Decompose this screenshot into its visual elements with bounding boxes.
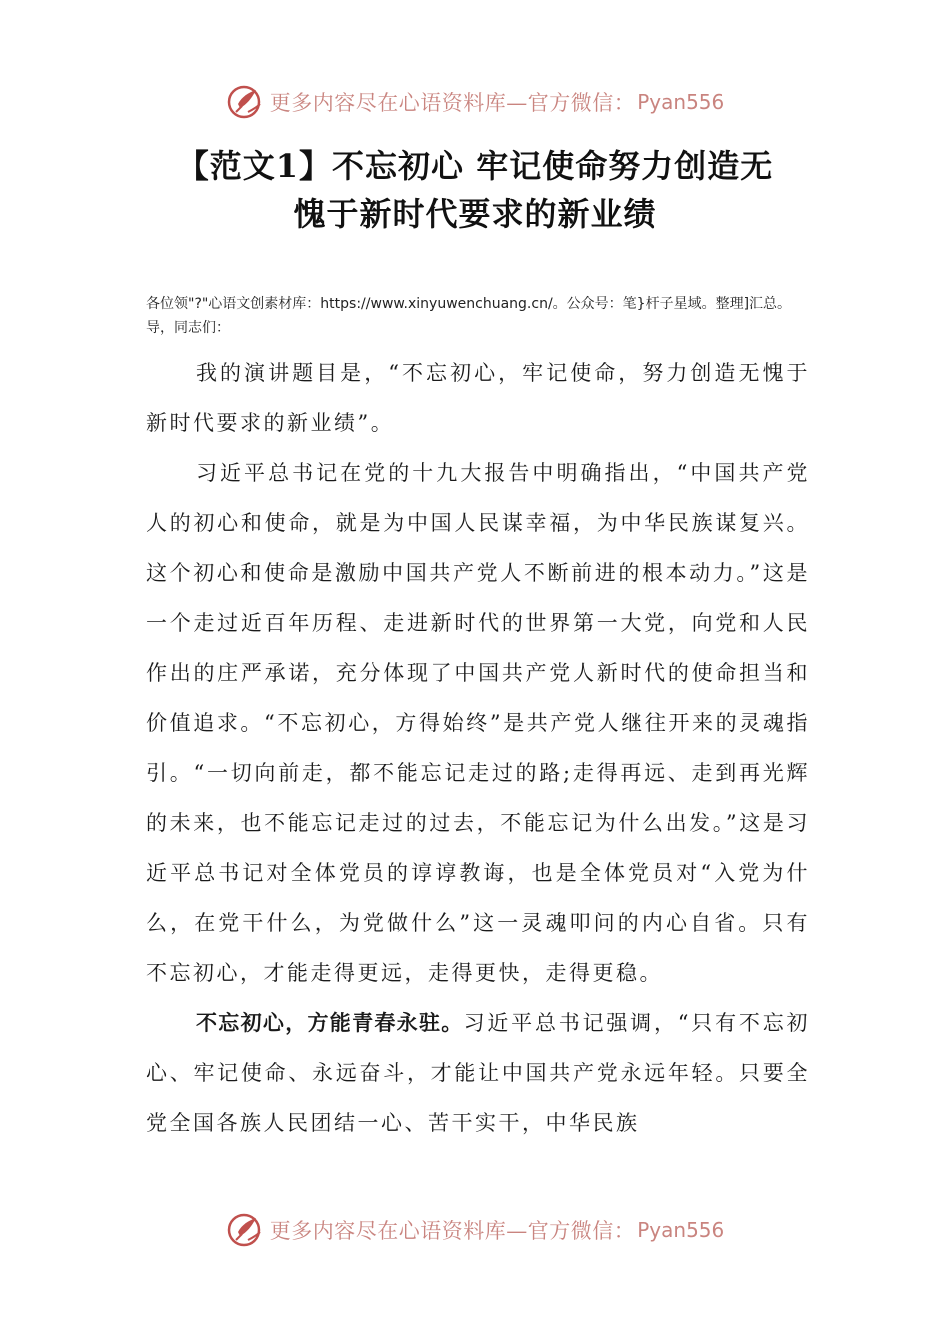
document-title — [120, 142, 830, 238]
watermark-wechat-id: Pyan556 — [637, 1218, 725, 1242]
title-line-1: 【范文1】不忘初心 牢记使命努力创造无 — [176, 147, 774, 185]
paragraph-text: 习近平总书记强调，“只有不忘初心、牢记使命、永远奋斗，才能让中国共产党永远年轻。只要全党全国各族人民团结一心、苦干实干，中华民族 — [146, 1011, 810, 1135]
title-line-2: 愧于新时代要求的新业绩 — [293, 195, 657, 233]
watermark-text: 更多内容尽在心语资料库—官方微信： — [269, 1219, 636, 1243]
source-line: 各位领"?"心语文创素材库：https://www.xinyuwenchuang.cn/。公众号：笔}杆子星域。整理]汇总。导，同志们： — [146, 296, 792, 336]
watermark-header — [0, 80, 950, 124]
pen-logo-icon — [226, 82, 266, 122]
paragraph — [146, 998, 810, 1148]
paragraph-text: 我的演讲题目是，“不忘初心，牢记使命，努力创造无愧于新时代要求的新业绩”。 — [146, 361, 810, 435]
paragraph-lead: 不忘初心，方能青春永驻。 — [196, 1011, 464, 1035]
watermark-footer — [0, 1208, 950, 1252]
pen-logo-icon — [226, 1210, 266, 1250]
paragraph-text: 习近平总书记在党的十九大报告中明确指出，“中国共产党人的初心和使命，就是为中国人民谋幸福，为中华民族谋复兴。这个初心和使命是激励中国共产党人不断前进的根本动力。”这是一个走过近百年历程、走进新时代的世界第一大党，向党和人民作出的庄严承诺，充分体现了中国共产党人新时代的使命担当和价值追求。“不忘初心，方得始终”是共产党人继往开来的灵魂指引。“一切向前走，都不能忘记走过的路;走得再远、走到再光辉的未来，也不能忘记走过的过去，不能忘记为什么出发。”这是习近平总书记对全体党员的谆谆教诲，也是全体党员对“入党为什么，在党干什么，为党做什么”这一灵魂叩问的内心自省。只有不忘初心，才能走得更远，走得更快，走得更稳。 — [146, 461, 810, 985]
paragraph — [146, 348, 810, 448]
paragraph — [146, 448, 810, 998]
watermark-text: 更多内容尽在心语资料库—官方微信： — [269, 91, 636, 115]
document-body — [146, 348, 810, 1148]
watermark-wechat-id: Pyan556 — [637, 90, 725, 114]
